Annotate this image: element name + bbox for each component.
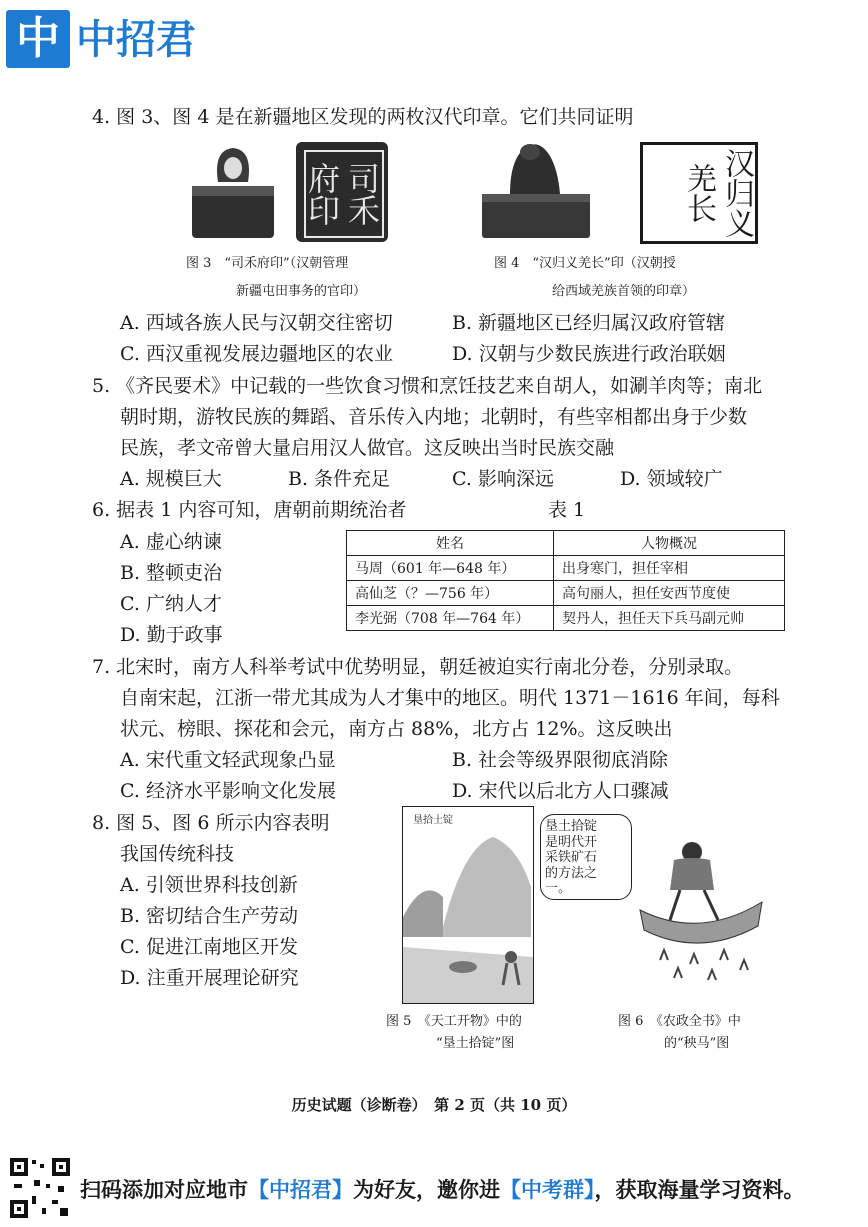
table-header-cell: 人物概况 [554, 531, 785, 556]
fig6-illustration [630, 830, 770, 990]
q6-option-a: A. 虚心纳谏 [120, 531, 222, 553]
banner-text: ，获取海量学习资料。 [594, 1178, 805, 1202]
fig3-seal-object-image [188, 142, 278, 242]
fig6-caption-line1: 图 6 《农政全书》中 [618, 1014, 741, 1029]
q6-option-c: C. 广纳人才 [120, 593, 222, 615]
fig6-caption-line2: 的“秧马”图 [664, 1036, 730, 1051]
banner-text: 为好友，邀你进 [353, 1178, 500, 1202]
q7-line2: 自南宋起，江浙一带尤其成为人才集中的地区。明代 1371－1616 年间，每科 [120, 687, 780, 709]
q4-option-c: C. 西汉重视发展边疆地区的农业 [120, 343, 393, 365]
q7-option-d: D. 宋代以后北方人口骤减 [452, 780, 669, 802]
fig4-seal-text: 汉归义羌长 [640, 142, 758, 244]
fig5-illustration [402, 806, 534, 1004]
table-header-cell: 姓名 [347, 531, 554, 556]
banner-highlight: 【中招君】 [248, 1178, 353, 1202]
fig3-seal-text: 司禾府印 [304, 150, 384, 238]
fig4-caption-line2: 给西域羌族首领的印章） [552, 284, 696, 299]
fig5-title: 垦拾土锭 [413, 815, 453, 826]
q7-line3: 状元、榜眼、探花和会元，南方占 88%，北方占 12%。这反映出 [120, 718, 673, 740]
q8-line2: 我国传统科技 [120, 843, 235, 865]
table-header-row [347, 531, 785, 556]
q6-table-title: 表 1 [548, 499, 586, 521]
q5-option-b: B. 条件充足 [288, 468, 391, 490]
fig3-caption-line1: 图 3 “司禾府印”（汉朝管理 [186, 256, 349, 271]
q8-option-d: D. 注重开展理论研究 [120, 967, 299, 989]
fig3-seal-imprint-image [296, 142, 388, 242]
speech-line: 采铁矿石 [545, 850, 598, 865]
q7-option-b: B. 社会等级界限彻底消除 [452, 749, 669, 771]
table-cell: 契丹人，担任天下兵马副元帅 [554, 606, 785, 631]
table-cell: 高仙芝（？—756 年） [347, 581, 554, 606]
q5-line2: 朝时期，游牧民族的舞蹈、音乐传入内地；北朝时，有些宰相都出身于少数 [120, 406, 748, 428]
banner-text: 扫码添加对应地市 [80, 1178, 248, 1202]
q6-table [346, 530, 785, 631]
q6-option-b: B. 整顿吏治 [120, 562, 223, 584]
fig4-seal-object-image [480, 136, 592, 242]
speech-line: 的方法之 [545, 865, 598, 881]
q5-line1: 5. 《齐民要术》中记载的一些饮食习惯和烹饪技艺来自胡人，如涮羊肉等；南北 [92, 375, 763, 397]
q7-line1: 7. 北宋时，南方人科举考试中优势明显，朝廷被迫实行南北分卷，分别录取。 [92, 656, 744, 678]
speech-line: 一。 [545, 881, 572, 896]
q8-option-b: B. 密切结合生产劳动 [120, 905, 299, 927]
q5-line3: 民族，孝文帝曾大量启用汉人做官。这反映出当时民族交融 [120, 437, 615, 459]
fig5-caption-line2: “垦土拾锭”图 [436, 1036, 515, 1051]
fig5-caption-line1: 图 5 《天工开物》中的 [386, 1014, 522, 1029]
speech-line: 垦土拾锭 [545, 819, 598, 834]
speech-line: 是明代开 [545, 834, 598, 850]
page-footer: 历史试题（诊断卷） 第 2 页（共 10 页） [291, 1096, 577, 1114]
logo-badge: 中 [6, 10, 70, 68]
q5-option-d: D. 领域较广 [620, 468, 723, 490]
q8-option-c: C. 促进江南地区开发 [120, 936, 298, 958]
q8-line1: 8. 图 5、图 6 所示内容表明 [92, 812, 330, 834]
fig4-seal-imprint-image [636, 138, 760, 244]
q7-option-c: C. 经济水平影响文化发展 [120, 780, 336, 802]
q7-option-a: A. 宋代重文轻武现象凸显 [120, 749, 336, 771]
q6-option-d: D. 勤于政事 [120, 624, 223, 646]
table-row [347, 606, 785, 631]
q4-stem: 4. 图 3、图 4 是在新疆地区发现的两枚汉代印章。它们共同证明 [92, 106, 634, 128]
q4-option-a: A. 西域各族人民与汉朝交往密切 [120, 312, 393, 334]
table-row [347, 581, 785, 606]
q6-stem: 6. 据表 1 内容可知，唐朝前期统治者 [92, 499, 407, 521]
fig3-caption-line2: 新疆屯田事务的官印） [236, 284, 367, 299]
fig4-caption-line1: 图 4 “汉归义羌长”印（汉朝授 [494, 256, 676, 271]
q5-option-a: A. 规模巨大 [120, 468, 222, 490]
q4-option-d: D. 汉朝与少数民族进行政治联姻 [452, 343, 726, 365]
bottom-banner [80, 1174, 805, 1204]
q4-option-b: B. 新疆地区已经归属汉政府管辖 [452, 312, 726, 334]
table-cell: 马周（601 年—648 年） [347, 556, 554, 581]
table-cell: 出身寒门，担任宰相 [554, 556, 785, 581]
banner-highlight: 【中考群】 [500, 1178, 595, 1202]
table-cell: 高句丽人，担任安西节度使 [554, 581, 785, 606]
q8-option-a: A. 引领世界科技创新 [120, 874, 298, 896]
table-cell: 李光弼（708 年—764 年） [347, 606, 554, 631]
qr-code-icon [8, 1156, 72, 1220]
table-row [347, 556, 785, 581]
fig5-speech-bubble [540, 814, 632, 900]
q5-option-c: C. 影响深远 [452, 468, 554, 490]
brand-name: 中招君 [76, 17, 196, 63]
